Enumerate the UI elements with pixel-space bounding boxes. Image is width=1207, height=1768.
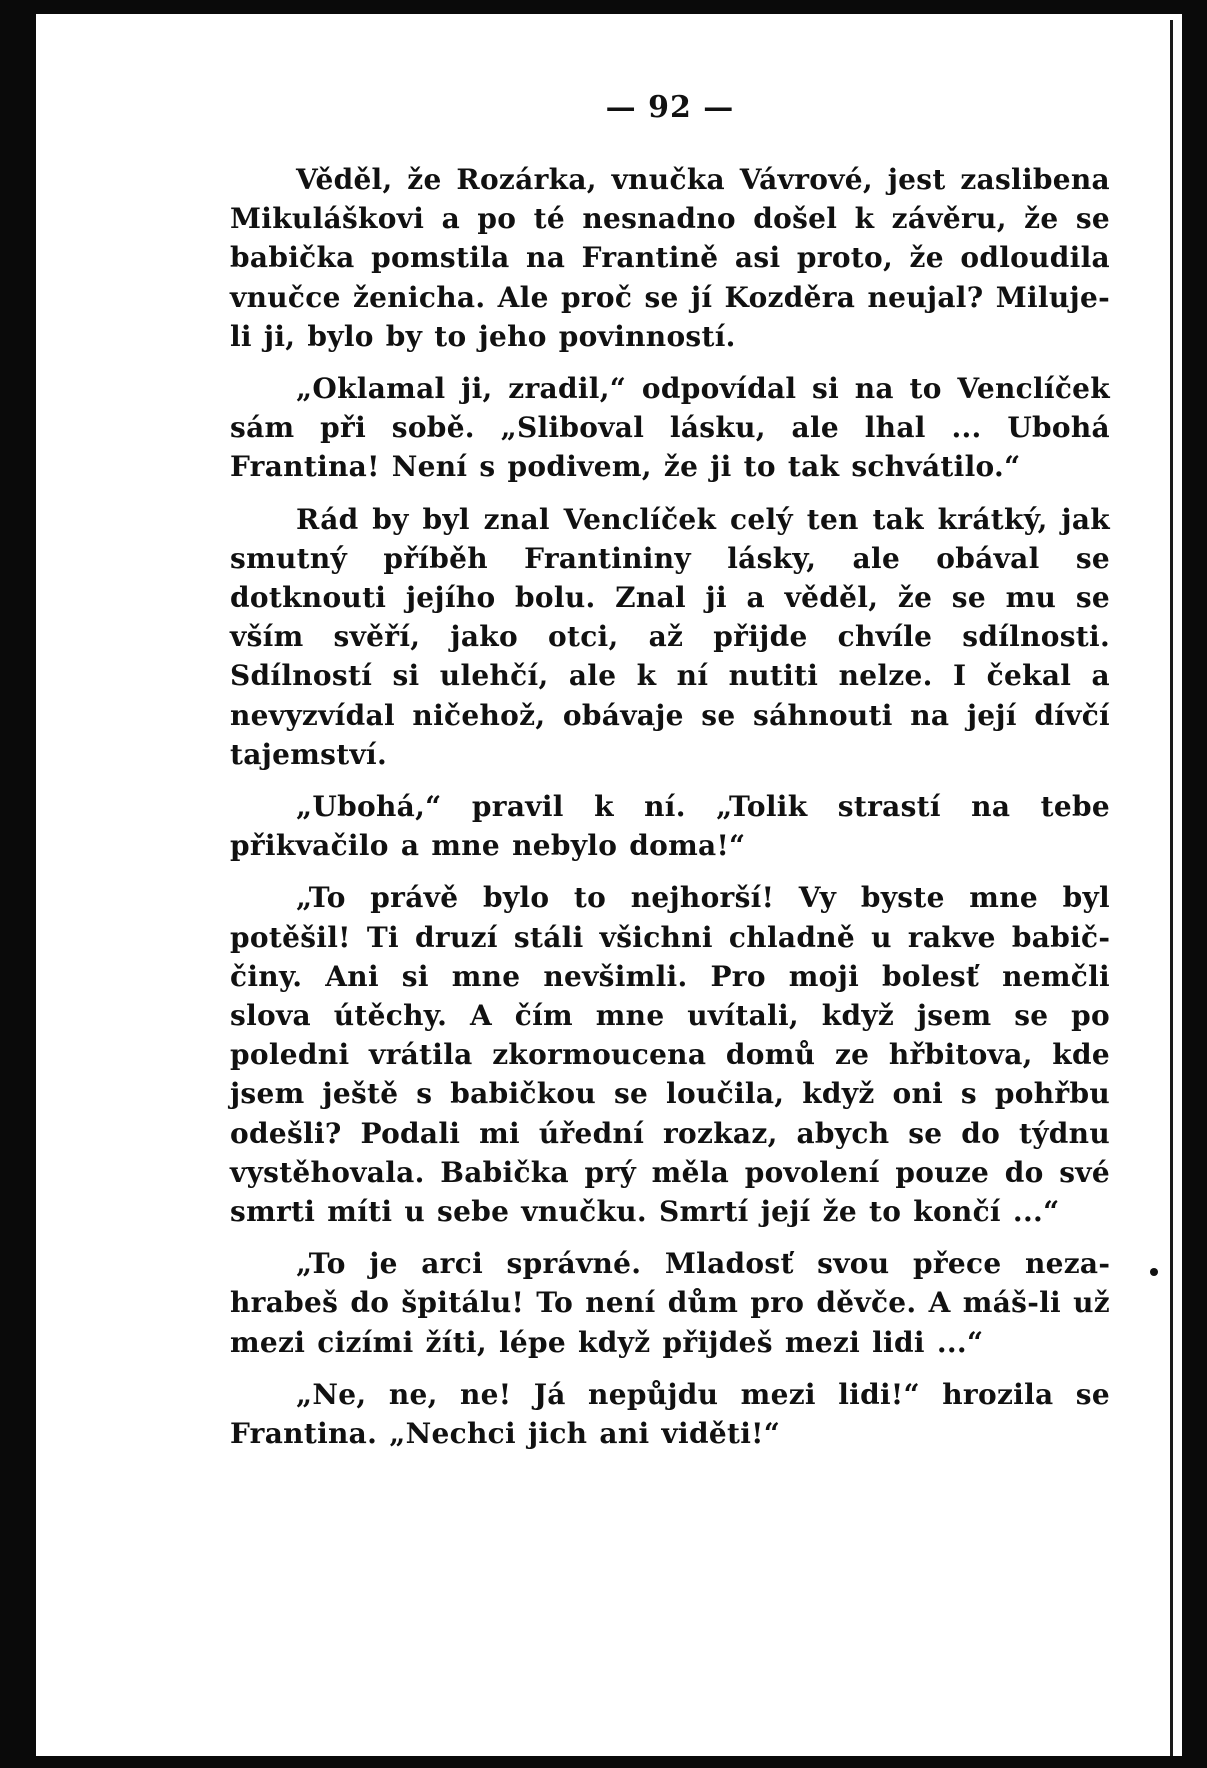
scan-border-left: [0, 0, 36, 1768]
scan-border-top: [0, 0, 1207, 14]
paragraph-6: „To je arci správné. Mladosť svou přece nezahrabeš do špitálu! To není dům pro děvče. A máš-li už mezi cizími žíti, lépe když přijdeš mezi lidi ...“: [230, 1247, 1110, 1359]
paragraph-7: „Ne, ne, ne! Já nepůjdu mezi lidi!“ hrozila se Frantina. „Nechci jich ani viděti!“: [230, 1377, 1110, 1451]
ink-speck: [1150, 1268, 1158, 1276]
paragraph-4: „Ubohá,“ pravil k ní. „Tolik strastí na tebe přikvačilo a mne nebylo doma!“: [230, 790, 1110, 863]
paragraph-3: Rád by byl znal Venclíček celý ten tak krátký, jak smutný příběh Frantininy lásky, ale obával se dotknouti jejího bolu. Znal ji a věděl, že se mu se vším svěří, jako otci, až přijde chvíle sdílnosti. Sdílností si ulehčí, ale k ní nutiti nelze. I čekal a nevyzvídal ničehož, obávaje se sáhnouti na její dívčí tajemství.: [230, 502, 1110, 771]
scan-border-right: [1182, 0, 1207, 1768]
paragraph-5: „To právě bylo to nejhorší! Vy byste mne byl potěšil! Ti druzí stáli všichni chladně u rakve babiččiny. Ani si mne nevšimli. Pro moji bolesť nemčli slova útěchy. A čím mne uvítali, když jsem se po poledni vrátila zkormoucena domů ze hřbitova, kde jsem ještě s babičkou se loučila, když oni s pohřbu odešli? Podali mi úřední rozkaz, abych se do týdnu vystěhovala. Babička prý měla povolení pouze do své smrti míti u sebe vnučku. Smrtí její že to končí ...“: [230, 881, 1110, 1229]
paragraph-2: „Oklamal ji, zradil,“ odpovídal si na to Venclíček sám při sobě. „Sliboval lásku, ale lhal ... Ubohá Frantina! Není s podivem, že ji to tak schvátilo.“: [230, 372, 1110, 484]
page-number: — 92 —: [605, 90, 735, 125]
page-edge-line: [1170, 20, 1173, 1760]
book-page: [230, 90, 1110, 1466]
paragraph-1: Věděl, že Rozárka, vnučka Vávrové, jest zaslibena Mikuláškovi a po té nesnadno došel k závěru, že se babička pomstila na Frantině asi proto, že odloudila vnučce ženicha. Ale proč se jí Kozděra neujal? Miluje-li ji, bylo by to jeho povinností.: [230, 163, 1110, 353]
scan-border-bottom: [0, 1756, 1207, 1768]
